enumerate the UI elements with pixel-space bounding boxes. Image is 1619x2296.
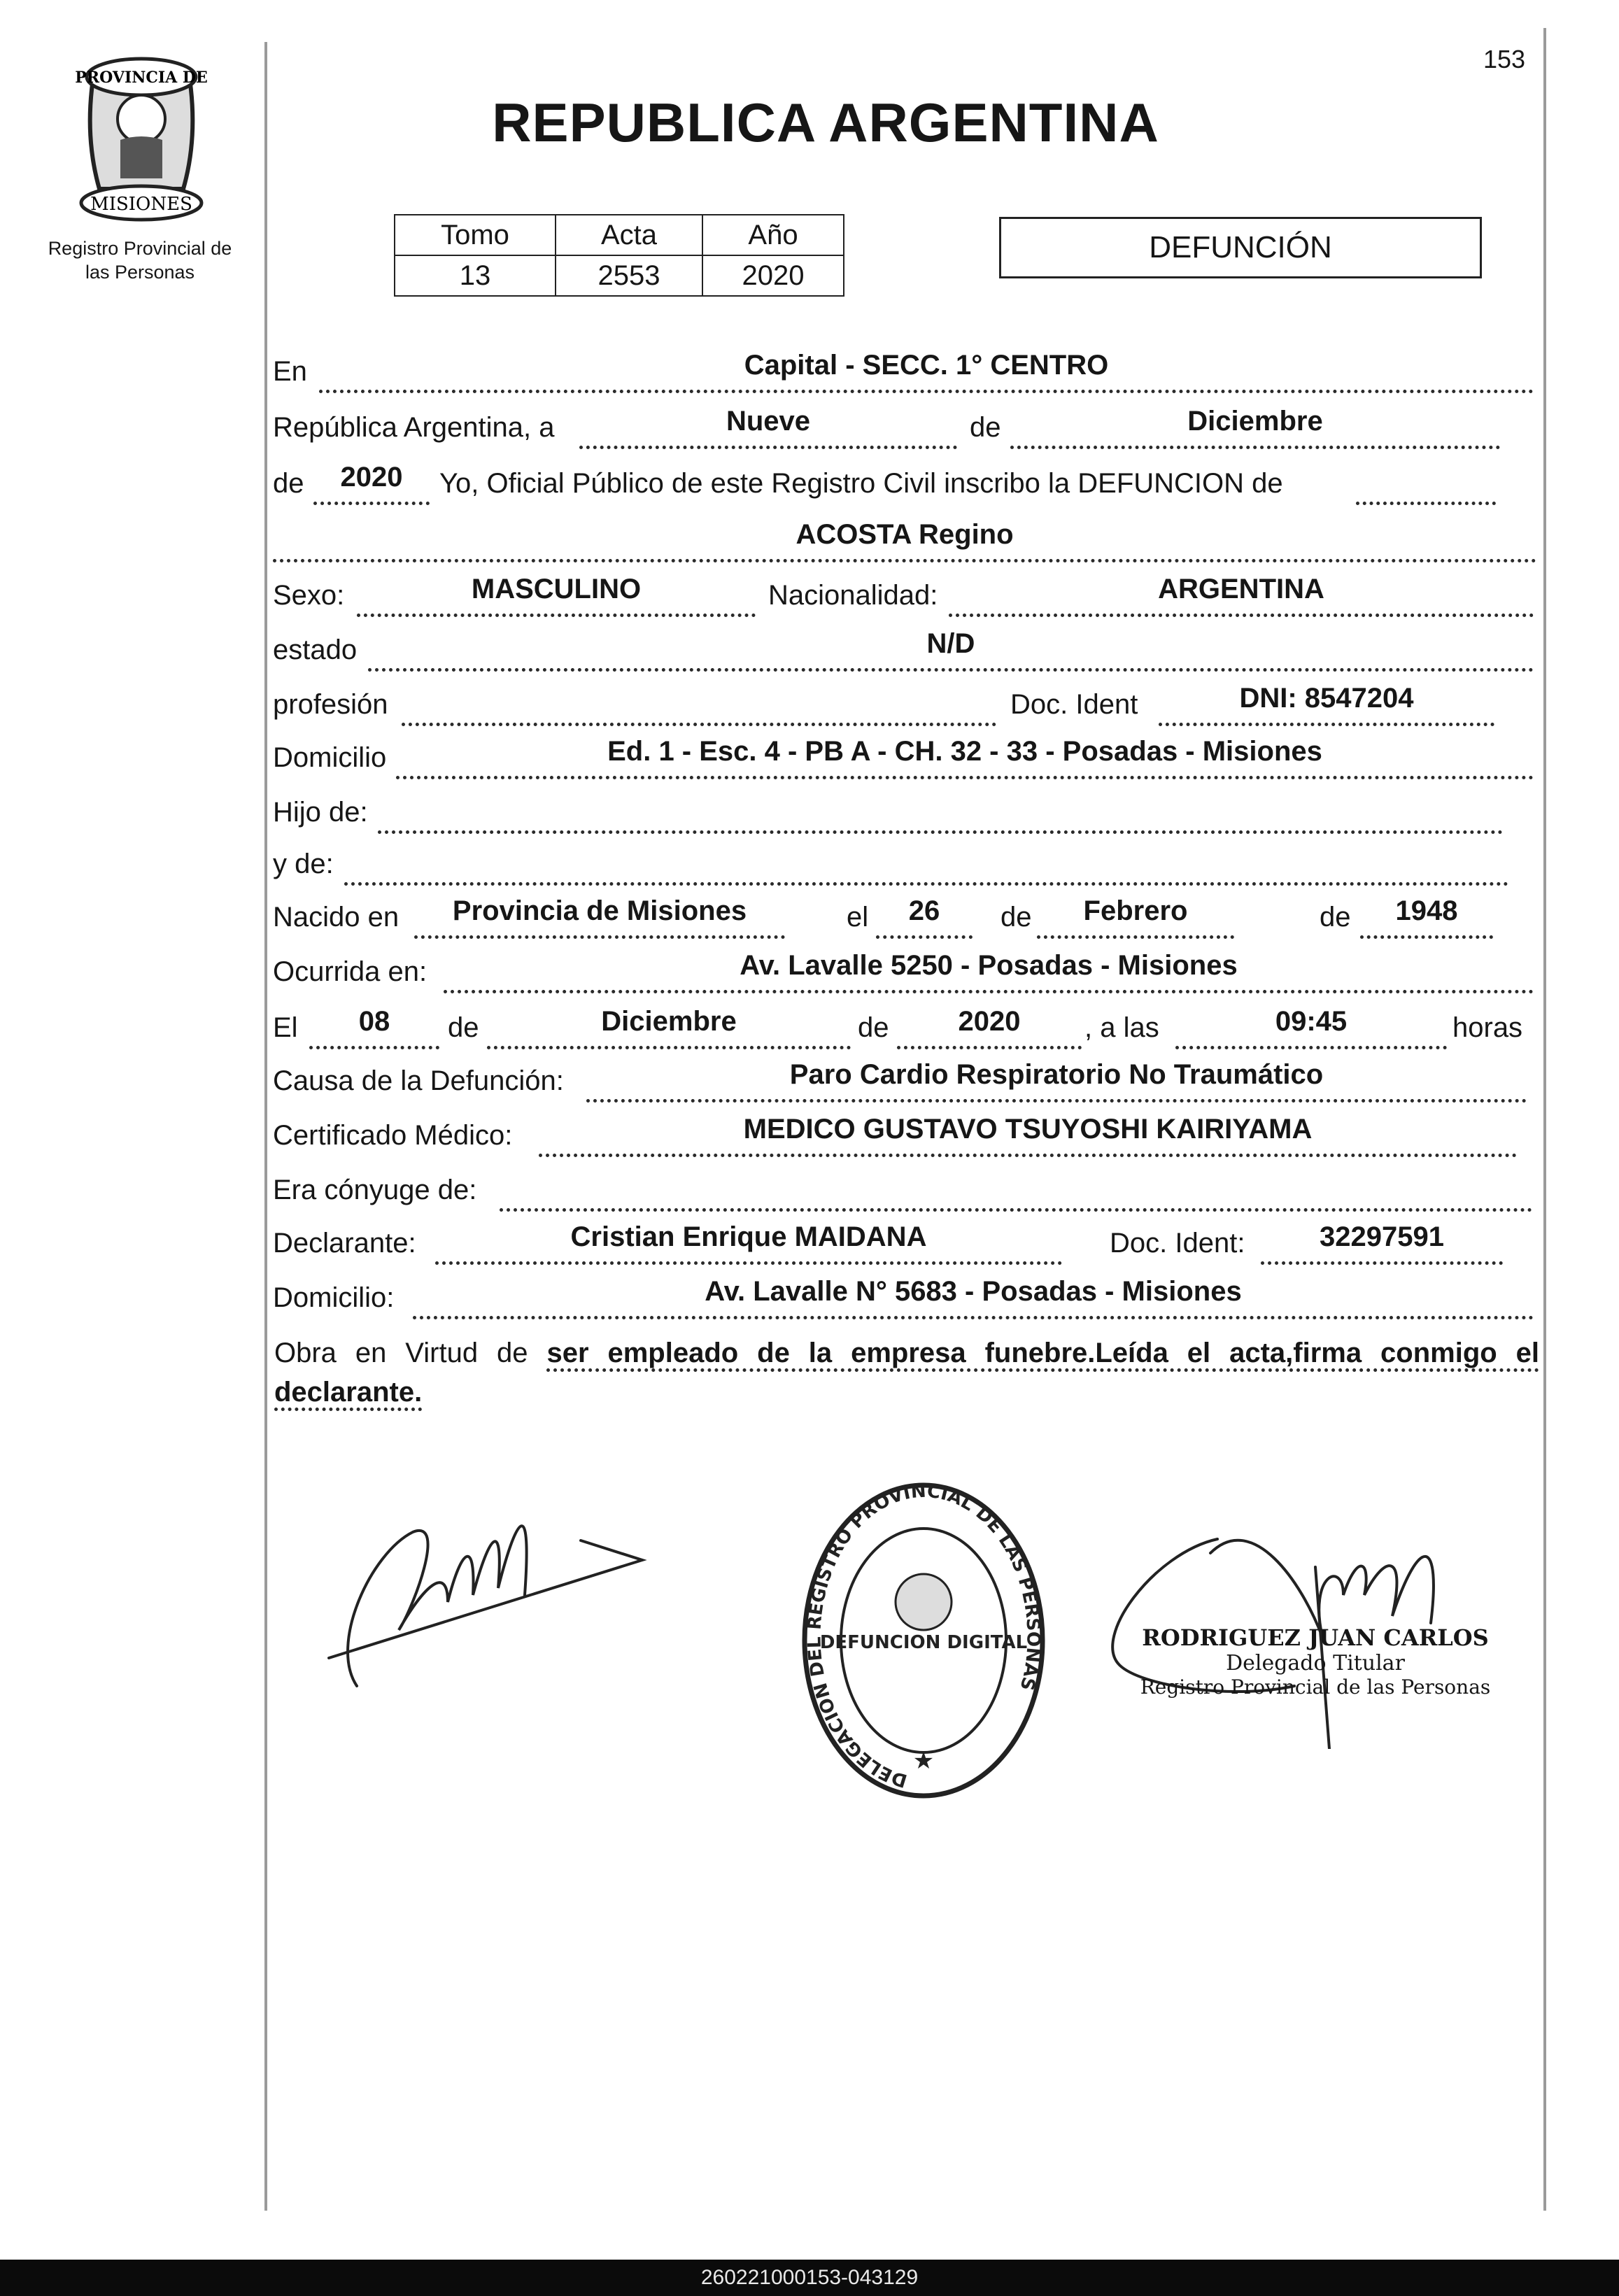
field-dia: Nueve [579, 401, 957, 449]
label-doc: Doc. Ident [1010, 689, 1138, 720]
official-name: RODRIGUEZ JUAN CARLOS [1142, 1624, 1489, 1651]
field-sexo: MASCULINO [357, 569, 756, 617]
label-obra: Obra en Virtud de [274, 1338, 528, 1368]
field-muerte-mes: Diciembre [487, 1001, 851, 1049]
registry-name [28, 236, 252, 284]
field-certificado: MEDICO GUSTAVO TSUYOSHI KAIRIYAMA [539, 1109, 1517, 1157]
official-role: Delegado Titular [1226, 1651, 1405, 1675]
declarant-signature [315, 1490, 651, 1721]
row-fecha [273, 404, 1543, 449]
label-de-3: de [1001, 902, 1032, 933]
row-ocurrida [273, 949, 1543, 993]
anio-value: 2020 [702, 255, 844, 296]
field-nacido-anio: 1948 [1360, 891, 1493, 939]
label-yde: y de: [273, 849, 334, 879]
row-hijo [273, 789, 1543, 834]
label-de: de [970, 412, 1001, 443]
footer-code: 260221000153-043129 [0, 2260, 1619, 2296]
label-causa: Causa de la Defunción: [273, 1065, 564, 1096]
label-estado: estado [273, 635, 358, 665]
field-nacido-lugar: Provincia de Misiones [414, 891, 785, 939]
label-de-6: de [858, 1012, 889, 1043]
row-sexo [273, 572, 1543, 617]
field-inscribo-blank [1356, 457, 1496, 505]
label-domicilio2: Domicilio: [273, 1282, 395, 1313]
field-hora: 09:45 [1175, 1001, 1447, 1049]
svg-text:PROVINCIA DE: PROVINCIA DE [75, 69, 208, 87]
document-type: DEFUNCIÓN [1149, 230, 1332, 264]
registry-name-line2: las Personas [85, 262, 195, 283]
official-signature [1077, 1455, 1469, 1749]
field-doc: DNI: 8547204 [1159, 678, 1494, 726]
label-el-upper: El [273, 1012, 298, 1043]
label-domicilio: Domicilio [273, 742, 387, 773]
label-de-5: de [448, 1012, 479, 1043]
row-fecha-muerte [273, 1005, 1543, 1049]
obra-paragraph [274, 1333, 1539, 1412]
acta-header: Acta [556, 215, 702, 255]
tomo-header: Tomo [395, 215, 556, 255]
registry-name-line1: Registro Provincial de [48, 238, 232, 259]
official-stamp [798, 1476, 1049, 1805]
label-conyuge: Era cónyuge de: [273, 1175, 477, 1205]
label-en: En [273, 356, 307, 387]
field-nombre: ACOSTA Regino [273, 514, 1536, 562]
reference-table [394, 214, 844, 297]
official-block [1133, 1624, 1497, 1699]
provincial-seal-logo [64, 56, 218, 224]
field-hijo [378, 786, 1503, 834]
row-yde [273, 841, 1543, 886]
label-horas: horas [1452, 1012, 1523, 1043]
field-declarante-doc: 32297591 [1261, 1217, 1503, 1265]
field-anio: 2020 [313, 457, 430, 505]
stamp-inner-text: DEFUNCION DIGITAL [819, 1632, 1028, 1653]
row-estado [273, 627, 1543, 672]
row-profesion [273, 681, 1543, 726]
row-declarante [273, 1220, 1543, 1265]
label-sexo: Sexo: [273, 580, 345, 611]
page-number: 153 [1483, 45, 1526, 73]
row-conyuge [273, 1167, 1543, 1212]
page-title: REPUBLICA ARGENTINA [492, 92, 1159, 153]
svg-text:MISIONES: MISIONES [90, 194, 192, 215]
row-certificado [273, 1112, 1543, 1157]
label-republica: República Argentina, a [273, 412, 555, 443]
row-inscribo [273, 460, 1543, 505]
field-nacido-mes: Febrero [1037, 891, 1234, 939]
acta-value: 2553 [556, 255, 702, 296]
label-el: el [847, 902, 869, 933]
row-nombre [273, 518, 1543, 562]
field-conyuge [500, 1163, 1532, 1212]
field-muerte-dia: 08 [309, 1001, 439, 1049]
field-domicilio: Ed. 1 - Esc. 4 - PB A - CH. 32 - 33 - Posadas - Misiones [396, 731, 1534, 779]
row-domicilio2 [273, 1275, 1543, 1319]
anio-header: Año [702, 215, 844, 255]
label-doc-ident: Doc. Ident: [1110, 1228, 1245, 1259]
tomo-value: 13 [395, 255, 556, 296]
label-nacionalidad: Nacionalidad: [768, 580, 938, 611]
field-nacido-dia: 26 [876, 891, 973, 939]
official-org: Registro Provincial de las Personas [1140, 1675, 1491, 1699]
stamp-star-icon: ★ [912, 1748, 935, 1774]
row-en [273, 348, 1543, 393]
label-ocurrida: Ocurrida en: [273, 956, 427, 987]
label-alas: , a las [1084, 1012, 1159, 1043]
label-de-2: de [273, 468, 304, 499]
document-type-box [999, 217, 1482, 278]
label-de-4: de [1320, 902, 1351, 933]
field-mes: Diciembre [1010, 401, 1500, 449]
svg-text:DELEGACION DEL REGISTRO PROVIN: DELEGACION DEL REGISTRO PROVINCIAL DE LAS PERSONAS [804, 1480, 1044, 1792]
label-certificado: Certificado Médico: [273, 1120, 513, 1151]
field-domicilio2: Av. Lavalle N° 5683 - Posadas - Misiones [413, 1271, 1534, 1319]
field-declarante: Cristian Enrique MAIDANA [435, 1217, 1062, 1265]
field-yde [344, 837, 1508, 886]
field-en: Capital - SECC. 1° CENTRO [319, 345, 1534, 393]
left-fold-line [264, 42, 267, 2211]
field-estado: N/D [368, 623, 1534, 672]
label-declarante: Declarante: [273, 1228, 416, 1259]
label-hijo: Hijo de: [273, 797, 368, 828]
row-causa [273, 1058, 1543, 1103]
inscribo-text: Yo, Oficial Público de este Registro Civil inscribo la DEFUNCION de [439, 468, 1283, 499]
field-muerte-anio: 2020 [897, 1001, 1082, 1049]
field-nacionalidad: ARGENTINA [949, 569, 1534, 617]
field-causa: Paro Cardio Respiratorio No Traumático [586, 1054, 1527, 1103]
row-nacido [273, 894, 1543, 939]
row-domicilio [273, 735, 1543, 779]
label-profesion: profesión [273, 689, 388, 720]
field-obra: ser empleado de la empresa funebre.Leída el acta,firma conmigo el declarante. [274, 1338, 1539, 1411]
field-profesion [402, 678, 996, 726]
field-ocurrida: Av. Lavalle 5250 - Posadas - Misiones [444, 945, 1534, 993]
label-nacido: Nacido en [273, 902, 400, 933]
right-fold-line [1543, 28, 1546, 2211]
